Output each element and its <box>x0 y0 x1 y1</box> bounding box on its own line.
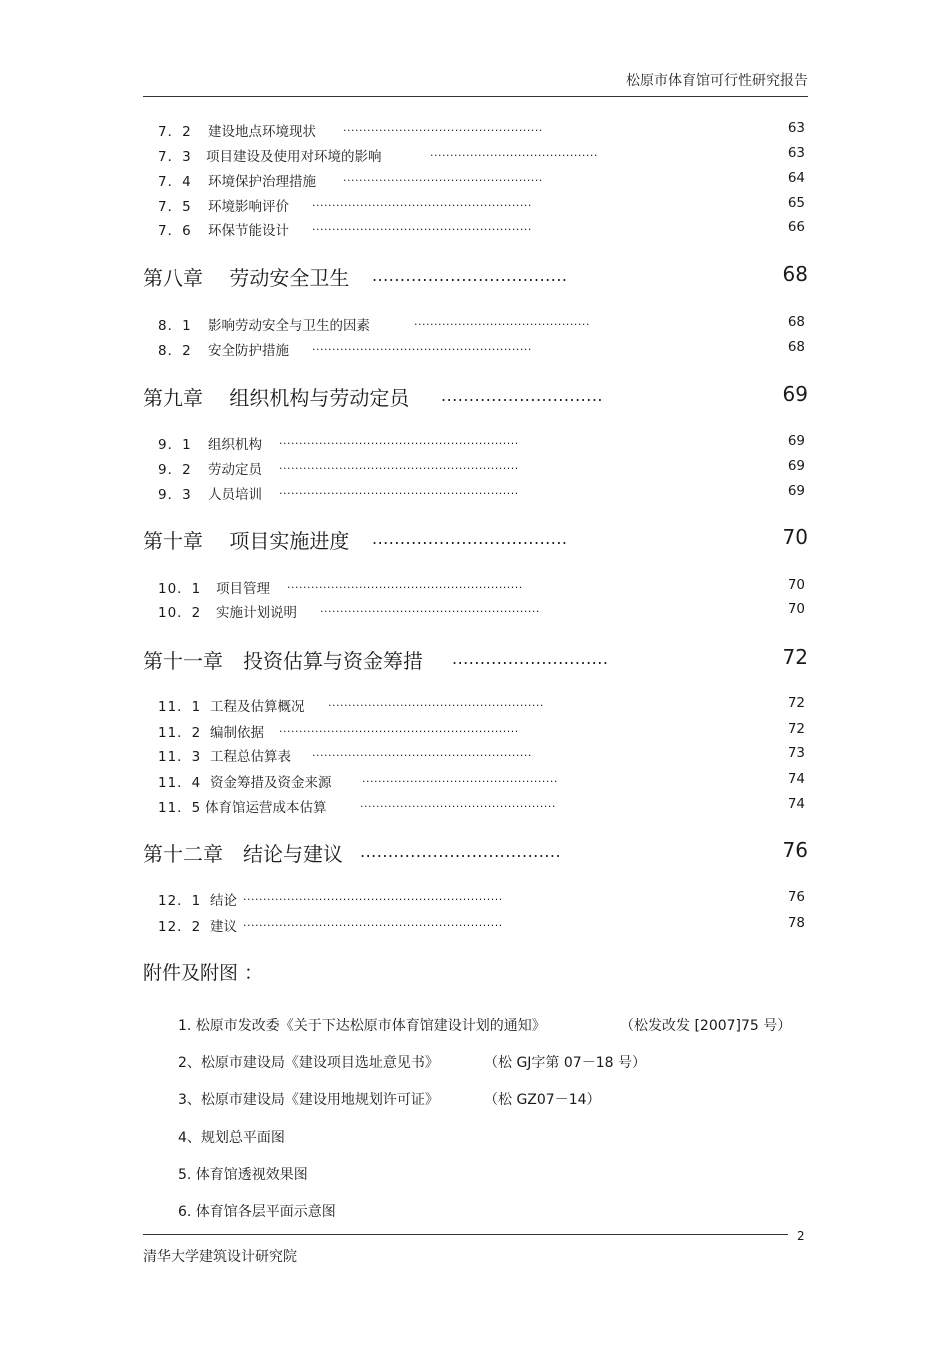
toc-leader: .................................... <box>360 842 562 861</box>
toc-leader: ............................................................ <box>279 484 519 497</box>
toc-page: 73 <box>787 745 805 761</box>
toc-entry-7-3[interactable] <box>0 145 950 165</box>
toc-leader: ................................... <box>372 529 568 548</box>
toc-leader: ............................................................ <box>279 434 519 447</box>
toc-page: 74 <box>787 771 805 787</box>
attachment-2-ref: （松 GJ字第 07－18 号） <box>484 1055 646 1071</box>
toc-number: 12．1 <box>158 893 202 909</box>
toc-number: 7．2 <box>158 124 192 140</box>
toc-number: 8．1 <box>158 318 192 334</box>
toc-page: 70 <box>782 525 808 549</box>
toc-entry-11-2[interactable] <box>0 721 950 741</box>
toc-number: 8．2 <box>158 343 192 359</box>
toc-chapter-title: 第十一章 投资估算与资金筹措 <box>143 649 423 673</box>
toc-page: 69 <box>787 458 805 474</box>
toc-page: 66 <box>787 219 805 235</box>
attachment-2: 2、松原市建设局《建设项目选址意见书》 <box>178 1055 439 1071</box>
header-divider <box>143 96 808 97</box>
toc-leader: ............................ <box>452 649 609 668</box>
toc-title: 环保节能设计 <box>208 223 289 239</box>
toc-entry-7-2[interactable] <box>0 120 950 140</box>
toc-leader: ................................................. <box>362 772 558 785</box>
toc-leader: ............................................................ <box>279 722 519 735</box>
toc-entry-11-4[interactable] <box>0 771 950 791</box>
toc-chapter-12[interactable] <box>0 838 950 866</box>
toc-page: 74 <box>787 796 805 812</box>
toc-number: 10．2 <box>158 605 202 621</box>
toc-chapter-10[interactable] <box>0 525 950 553</box>
toc-title: 工程总估算表 <box>210 749 291 765</box>
toc-page: 78 <box>787 915 805 931</box>
toc-number: 10．1 <box>158 581 202 597</box>
toc-entry-12-1[interactable] <box>0 889 950 909</box>
toc-entry-11-1[interactable] <box>0 695 950 715</box>
toc-leader: .................................................. <box>343 171 543 184</box>
toc-title: 编制依据 <box>210 725 264 741</box>
toc-leader: ........................................................... <box>287 578 523 591</box>
footer-institute: 清华大学建筑设计研究院 <box>143 1249 297 1265</box>
toc-number: 7．3 <box>158 149 192 165</box>
toc-number: 11．1 <box>158 699 202 715</box>
toc-page: 69 <box>787 433 805 449</box>
toc-leader: ............................................................ <box>279 459 519 472</box>
toc-leader: ....................................................... <box>312 196 532 209</box>
toc-entry-8-1[interactable] <box>0 314 950 334</box>
page-number: 2 <box>797 1229 805 1243</box>
toc-page: 72 <box>787 695 805 711</box>
toc-page: 68 <box>787 339 805 355</box>
toc-number: 7．6 <box>158 223 192 239</box>
toc-page: 69 <box>787 483 805 499</box>
toc-page: 63 <box>787 145 805 161</box>
toc-leader: ................................................................. <box>243 916 503 929</box>
toc-entry-8-2[interactable] <box>0 339 950 359</box>
attachment-3: 3、松原市建设局《建设用地规划许可证》 <box>178 1092 439 1108</box>
toc-chapter-title: 第十章 项目实施进度 <box>143 529 350 553</box>
toc-title: 影响劳动安全与卫生的因素 <box>208 318 370 334</box>
toc-title: 体育馆运营成本估算 <box>205 800 327 816</box>
footer-divider <box>143 1234 788 1235</box>
toc-entry-9-2[interactable] <box>0 458 950 478</box>
toc-page: 76 <box>787 889 805 905</box>
toc-page: 76 <box>782 838 808 862</box>
toc-number: 9．2 <box>158 462 192 478</box>
toc-leader: ...................................................... <box>328 696 544 709</box>
toc-title: 建议 <box>210 919 237 935</box>
toc-leader: ................................................................. <box>243 890 503 903</box>
toc-chapter-title: 第九章 组织机构与劳动定员 <box>143 386 410 410</box>
toc-number: 11．2 <box>158 725 202 741</box>
toc-title: 人员培训 <box>208 487 262 503</box>
attachment-3-ref: （松 GZ07－14） <box>484 1092 601 1108</box>
toc-leader: .......................................... <box>430 146 598 159</box>
toc-title: 实施计划说明 <box>216 605 297 621</box>
attachment-6: 6. 体育馆各层平面示意图 <box>178 1204 336 1220</box>
attachments-heading: 附件及附图 ： <box>143 962 264 984</box>
toc-title: 项目建设及使用对环境的影响 <box>206 149 382 165</box>
toc-entry-11-3[interactable] <box>0 745 950 765</box>
toc-entry-7-4[interactable] <box>0 170 950 190</box>
toc-leader: ............................................ <box>414 315 590 328</box>
attachment-1-ref: （松发改发 [2007]75 号） <box>620 1018 792 1034</box>
toc-entry-10-2[interactable] <box>0 601 950 621</box>
toc-page: 72 <box>782 645 808 669</box>
toc-title: 建设地点环境现状 <box>208 124 316 140</box>
toc-page: 68 <box>782 262 808 286</box>
toc-number: 12．2 <box>158 919 202 935</box>
toc-chapter-8[interactable] <box>0 262 950 290</box>
attachment-4: 4、规划总平面图 <box>178 1130 285 1146</box>
toc-entry-12-2[interactable] <box>0 915 950 935</box>
toc-leader: ....................................................... <box>312 220 532 233</box>
toc-title: 资金筹措及资金来源 <box>210 775 332 791</box>
toc-title: 项目管理 <box>216 581 270 597</box>
toc-leader: ....................................................... <box>312 340 532 353</box>
toc-number: 11．5 <box>158 800 202 816</box>
toc-leader: ................................................. <box>360 797 556 810</box>
toc-number: 9．3 <box>158 487 192 503</box>
toc-number: 7．5 <box>158 199 192 215</box>
toc-page: 63 <box>787 120 805 136</box>
toc-page: 64 <box>787 170 805 186</box>
toc-title: 工程及估算概况 <box>210 699 305 715</box>
toc-page: 72 <box>787 721 805 737</box>
toc-entry-9-1[interactable] <box>0 433 950 453</box>
toc-title: 环境影响评价 <box>208 199 289 215</box>
toc-title: 劳动定员 <box>208 462 262 478</box>
toc-number: 9．1 <box>158 437 192 453</box>
toc-leader: .................................................. <box>343 121 543 134</box>
toc-page: 65 <box>787 195 805 211</box>
toc-entry-7-5[interactable] <box>0 195 950 215</box>
toc-entry-7-6[interactable] <box>0 219 950 239</box>
toc-leader: ................................... <box>372 266 568 285</box>
attachment-5: 5. 体育馆透视效果图 <box>178 1167 308 1183</box>
running-header-title: 松原市体育馆可行性研究报告 <box>626 73 808 89</box>
toc-title: 安全防护措施 <box>208 343 289 359</box>
toc-title: 环境保护治理措施 <box>208 174 316 190</box>
toc-number: 11．4 <box>158 775 202 791</box>
toc-number: 11．3 <box>158 749 202 765</box>
toc-title: 组织机构 <box>208 437 262 453</box>
toc-leader: ............................. <box>441 386 603 405</box>
attachment-1: 1. 松原市发改委《关于下达松原市体育馆建设计划的通知》 <box>178 1018 546 1034</box>
toc-chapter-11[interactable] <box>0 645 950 673</box>
toc-chapter-title: 第十二章 结论与建议 <box>143 842 343 866</box>
toc-title: 结论 <box>210 893 237 909</box>
toc-number: 7．4 <box>158 174 192 190</box>
toc-entry-9-3[interactable] <box>0 483 950 503</box>
toc-page: 69 <box>782 382 808 406</box>
toc-leader: ....................................................... <box>312 746 532 759</box>
toc-chapter-9[interactable] <box>0 382 950 410</box>
toc-entry-10-1[interactable] <box>0 577 950 597</box>
toc-entry-11-5[interactable] <box>0 796 950 816</box>
toc-leader: ....................................................... <box>320 602 540 615</box>
toc-page: 68 <box>787 314 805 330</box>
toc-chapter-title: 第八章 劳动安全卫生 <box>143 266 350 290</box>
toc-page: 70 <box>787 577 805 593</box>
toc-page: 70 <box>787 601 805 617</box>
